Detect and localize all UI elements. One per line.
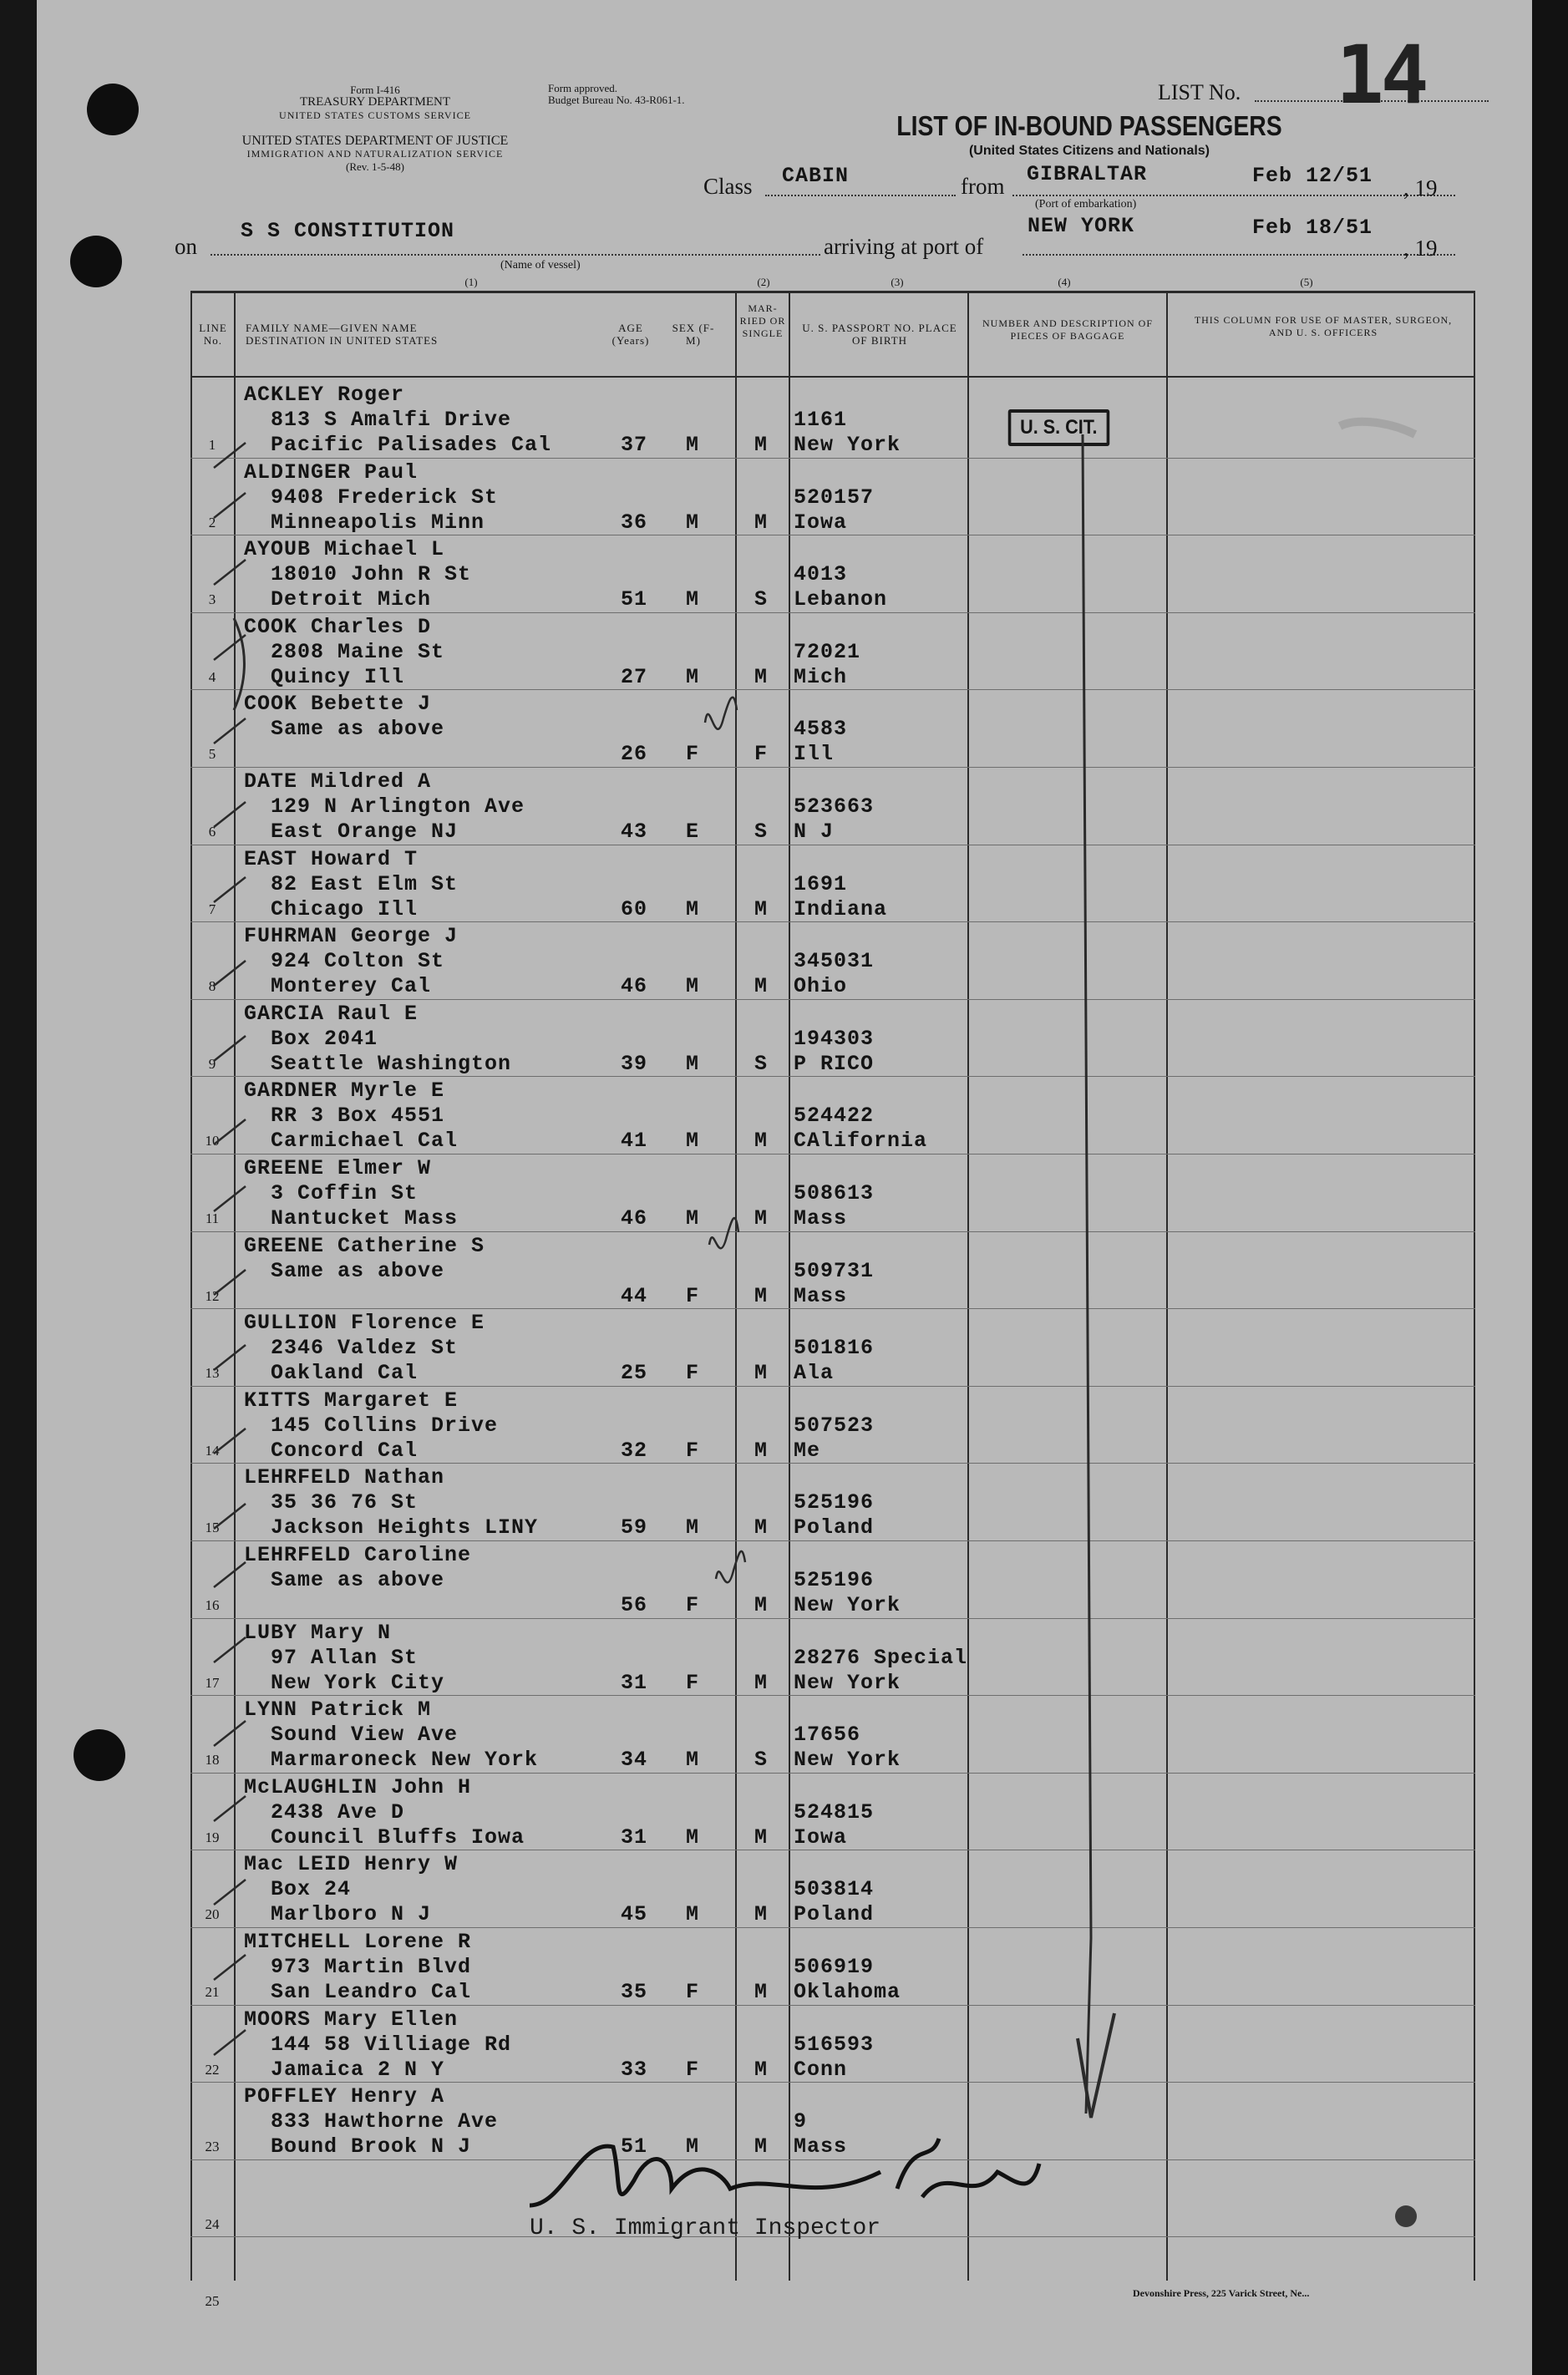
line-number: 25 (205, 2293, 220, 2310)
pencil-initial (709, 1218, 738, 1248)
passenger-age: 26 (620, 742, 647, 767)
passenger-sex: M (685, 1051, 699, 1076)
birth-place: Conn (794, 2057, 848, 2082)
row-divider (190, 1386, 1475, 1387)
line-number: 16 (205, 1597, 220, 1613)
row-divider (190, 1618, 1475, 1619)
vessel-label: (Name of vessel) (500, 259, 581, 272)
passenger-age: 59 (620, 1515, 647, 1540)
line-number: 24 (205, 2215, 220, 2232)
passport-number: 1691 (794, 871, 848, 896)
passenger-city: Monterey Cal (271, 974, 432, 999)
passenger-age: 36 (620, 510, 647, 535)
birth-place: N J (794, 820, 835, 844)
col-num-4: (4) (1058, 276, 1071, 288)
birth-place: Ohio (794, 974, 848, 999)
list-no-label: LIST No. (1158, 80, 1241, 104)
passenger-marital: M (754, 664, 768, 689)
row-divider (190, 1927, 1475, 1928)
passenger-sex: F (685, 1670, 699, 1695)
passport-number: 4013 (794, 562, 848, 587)
passport-number: 345031 (794, 949, 875, 974)
birth-place: Lebanon (794, 587, 888, 612)
passenger-age: 51 (620, 587, 647, 612)
line-number: 9 (208, 1055, 216, 1072)
line-number: 15 (205, 1520, 220, 1536)
passenger-marital: M (754, 974, 768, 999)
passenger-address: 144 58 Villiage Rd (271, 2032, 512, 2057)
passenger-marital: M (754, 433, 768, 457)
header-bottom-border (190, 376, 1475, 378)
passport-number: 194303 (794, 1026, 875, 1051)
passenger-address: Same as above (271, 1568, 445, 1592)
passenger-city: Detroit Mich (271, 587, 432, 612)
passenger-name: MITCHELL Lorene R (244, 1930, 472, 1954)
passenger-address: 2438 Ave D (271, 1799, 405, 1824)
passenger-name: ALDINGER Paul (244, 459, 419, 485)
passenger-city: Carmichael Cal (271, 1129, 459, 1154)
passenger-address: 9408 Frederick St (271, 485, 499, 510)
passenger-sex: M (685, 1824, 699, 1850)
from-label: from (961, 174, 1005, 199)
arriving-label: arriving at port of (824, 234, 984, 259)
passenger-marital: S (754, 1748, 768, 1773)
passport-number: 516593 (794, 2032, 875, 2057)
vessel-line (211, 254, 820, 256)
passenger-marital: S (754, 1051, 768, 1076)
row-divider (190, 999, 1475, 1000)
punch-hole (74, 1729, 125, 1781)
line-number: 3 (208, 591, 216, 608)
passport-number: 525196 (794, 1490, 875, 1515)
passenger-sex: M (685, 896, 699, 921)
passenger-sex: E (685, 820, 699, 844)
passenger-sex: F (685, 1283, 699, 1308)
birth-place: Me (794, 1438, 821, 1463)
col-sep-officers (1166, 291, 1168, 2281)
passenger-age: 43 (620, 820, 647, 844)
passport-number: 507523 (794, 1413, 875, 1438)
passenger-name: LYNN Patrick M (244, 1698, 432, 1723)
passenger-name: LUBY Mary N (244, 1620, 392, 1645)
passenger-sex: M (685, 2134, 699, 2159)
passenger-marital: M (754, 1129, 768, 1154)
passport-number: 501816 (794, 1336, 875, 1361)
birth-place: Oklahoma (794, 1980, 901, 2004)
passenger-marital: S (754, 820, 768, 844)
passenger-address: 973 Martin Blvd (271, 1955, 472, 1979)
passenger-name: McLAUGHLIN John H (244, 1774, 472, 1799)
birth-place: Ill (794, 742, 835, 767)
line-number: 20 (205, 1906, 220, 1923)
passenger-sex: M (685, 433, 699, 457)
passenger-marital: M (754, 1515, 768, 1540)
line-number: 21 (205, 1984, 220, 2000)
passenger-age: 31 (620, 1824, 647, 1850)
year-suffix-1: , 19 (1403, 175, 1438, 200)
birth-place: Poland (794, 1515, 875, 1540)
row-divider (190, 612, 1475, 613)
pencil-initial (716, 1551, 745, 1582)
class-value: CABIN (782, 164, 850, 188)
dept-justice: UNITED STATES DEPARTMENT OF JUSTICE (241, 134, 509, 148)
passenger-address: 129 N Arlington Ave (271, 794, 525, 819)
birth-place: Mass (794, 1283, 848, 1308)
passenger-city: Marmaroneck New York (271, 1748, 539, 1773)
passport-number: 506919 (794, 1955, 875, 1979)
line-number: 14 (205, 1442, 220, 1459)
passenger-address: Same as above (271, 1258, 445, 1283)
passport-number: 524815 (794, 1799, 875, 1824)
passenger-name: MOORS Mary Ellen (244, 2007, 459, 2032)
line-number: 17 (205, 1674, 220, 1691)
row-divider (190, 767, 1475, 768)
form-id: Form I-416 (350, 84, 400, 96)
passenger-city: Bound Brook N J (271, 2134, 472, 2159)
passenger-sex: M (685, 664, 699, 689)
arrival-date: Feb 18/51 (1252, 216, 1373, 240)
passenger-name: GREENE Catherine S (244, 1233, 485, 1258)
passenger-age: 32 (620, 1438, 647, 1463)
passenger-age: 44 (620, 1283, 647, 1308)
baggage-check-mark (1078, 2013, 1114, 2118)
passenger-name: POFFLEY Henry A (244, 2084, 445, 2109)
birth-place: New York (794, 1593, 901, 1617)
passenger-marital: M (754, 1670, 768, 1695)
passenger-address: 35 36 76 St (271, 1490, 419, 1515)
col-num-5: (5) (1300, 276, 1313, 288)
budget-bureau: Budget Bureau No. 43-R061-1. (548, 94, 685, 106)
header-officers: THIS COLUMN FOR USE OF MASTER, SURGEON, AND U. S. OFFICERS (1194, 314, 1453, 338)
form-subtitle: (United States Citizens and Nationals) (968, 144, 1210, 158)
passenger-name: FUHRMAN George J (244, 924, 459, 949)
passenger-name: EAST Howard T (244, 846, 419, 871)
scan-edge (1532, 0, 1568, 2375)
punch-hole (70, 236, 122, 287)
passenger-address: 82 East Elm St (271, 871, 459, 896)
line-number: 10 (205, 1133, 220, 1149)
passenger-age: 34 (620, 1748, 647, 1773)
passenger-city: New York City (271, 1670, 445, 1695)
header-baggage: NUMBER AND DESCRIPTION OF PIECES OF BAGGAGE (982, 317, 1154, 342)
header-age: AGE (Years) (611, 322, 650, 347)
passenger-address: Box 24 (271, 1877, 352, 1902)
row-divider (190, 1540, 1475, 1541)
passenger-address: 18010 John R St (271, 562, 472, 587)
passenger-sex: F (685, 1438, 699, 1463)
birth-place: Iowa (794, 1824, 848, 1850)
dept-ins: IMMIGRATION AND NATURALIZATION SERVICE (246, 148, 504, 160)
passenger-address: RR 3 Box 4551 (271, 1104, 445, 1129)
line-number: 13 (205, 1365, 220, 1382)
passenger-name: Mac LEID Henry W (244, 1852, 459, 1877)
passenger-sex: F (685, 2057, 699, 2082)
col-sep-married (735, 291, 737, 2281)
passenger-city: East Orange NJ (271, 820, 459, 844)
passenger-age: 27 (620, 664, 647, 689)
passenger-name: AYOUB Michael L (244, 537, 445, 562)
passenger-sex: M (685, 1748, 699, 1773)
from-line (1012, 195, 1455, 196)
birth-place: New York (794, 433, 901, 457)
passenger-sex: F (685, 742, 699, 767)
row-divider (190, 1154, 1475, 1155)
passenger-city: Nantucket Mass (271, 1206, 459, 1231)
passenger-address: 924 Colton St (271, 949, 445, 974)
passenger-address: Same as above (271, 717, 445, 742)
birth-place: Indiana (794, 896, 888, 921)
passport-number: 520157 (794, 485, 875, 510)
passport-number: 9 (794, 2109, 808, 2134)
passenger-city: Jackson Heights LINY (271, 1515, 539, 1540)
birth-place: Mass (794, 1206, 848, 1231)
inspector-mark (1395, 2205, 1417, 2227)
passenger-sex: F (685, 1361, 699, 1386)
passenger-marital: M (754, 1824, 768, 1850)
line-number: 4 (208, 668, 216, 685)
birth-place: New York (794, 1670, 901, 1695)
line-number: 1 (208, 437, 216, 453)
table-left-border (190, 291, 192, 2281)
passenger-age: 41 (620, 1129, 647, 1154)
inspector-signature (530, 2139, 1039, 2205)
passenger-name: DATE Mildred A (244, 769, 432, 794)
passenger-city: Jamaica 2 N Y (271, 2057, 445, 2082)
col-sep-line (234, 291, 236, 2281)
col-num-3: (3) (891, 276, 904, 288)
passenger-sex: M (685, 587, 699, 612)
passenger-age: 39 (620, 1051, 647, 1076)
us-citizen-stamp: U. S. CIT. (1008, 409, 1109, 446)
passenger-name: COOK Charles D (244, 614, 432, 639)
baggage-arrow-line (1083, 434, 1091, 2114)
passenger-marital: M (754, 2057, 768, 2082)
passenger-address: Box 2041 (271, 1026, 378, 1051)
passenger-name: LEHRFELD Nathan (244, 1465, 445, 1490)
dept-customs: UNITED STATES CUSTOMS SERVICE (279, 109, 471, 121)
passenger-age: 46 (620, 1206, 647, 1231)
line-number: 19 (205, 1829, 220, 1845)
birth-place: CAlifornia (794, 1129, 928, 1154)
form-rev: (Rev. 1-5-48) (346, 160, 404, 173)
table-right-border (1474, 291, 1475, 2281)
passenger-name: GARDNER Myrle E (244, 1078, 445, 1104)
passenger-age: 25 (620, 1361, 647, 1386)
passenger-age: 51 (620, 2134, 647, 2159)
birth-place: Ala (794, 1361, 835, 1386)
birth-place: Mich (794, 664, 848, 689)
row-divider (190, 921, 1475, 922)
birth-place: Poland (794, 1902, 875, 1927)
row-divider (190, 2159, 1475, 2160)
col-num-1: (1) (464, 276, 478, 288)
passenger-marital: M (754, 2134, 768, 2159)
passenger-city: Oakland Cal (271, 1361, 419, 1386)
port-line (1022, 254, 1455, 256)
passport-number: 525196 (794, 1568, 875, 1592)
row-divider (190, 1773, 1475, 1774)
form-approved: Form approved. (548, 82, 618, 94)
col-sep-baggage (967, 291, 969, 2281)
list-no-value: 14 (1336, 28, 1426, 122)
birth-place: Mass (794, 2134, 848, 2159)
passenger-marital: M (754, 1980, 768, 2004)
vessel-name: S S CONSTITUTION (241, 219, 455, 243)
row-divider (190, 1308, 1475, 1309)
punch-hole (87, 84, 139, 135)
passenger-marital: F (754, 742, 768, 767)
passenger-name: COOK Bebette J (244, 692, 432, 717)
birth-place: New York (794, 1748, 901, 1773)
passenger-marital: M (754, 1361, 768, 1386)
header-married: MAR-RIED OR SINGLE (739, 302, 786, 339)
passport-number: 17656 (794, 1723, 861, 1748)
passport-number: 72021 (794, 639, 861, 664)
line-number: 7 (208, 901, 216, 917)
passenger-name: KITTS Margaret E (244, 1388, 459, 1413)
from-value: GIBRALTAR (1027, 162, 1148, 186)
line-number: 6 (208, 824, 216, 840)
passenger-city: Minneapolis Minn (271, 510, 485, 535)
header-name: FAMILY NAME—GIVEN NAME DESTINATION IN UNITED STATES (246, 322, 439, 347)
on-label: on (175, 234, 197, 259)
passenger-list-sheet (37, 0, 1532, 2375)
passenger-name: GARCIA Raul E (244, 1001, 419, 1026)
birth-place: Iowa (794, 510, 848, 535)
passenger-city: Council Bluffs Iowa (271, 1824, 525, 1850)
row-divider (190, 1463, 1475, 1464)
passenger-marital: M (754, 510, 768, 535)
passenger-age: 37 (620, 433, 647, 457)
passenger-marital: M (754, 1593, 768, 1617)
row-divider (190, 689, 1475, 690)
passenger-city: San Leandro Cal (271, 1980, 472, 2004)
line-number: 22 (205, 2061, 220, 2078)
passenger-age: 31 (620, 1670, 647, 1695)
passenger-age: 56 (620, 1593, 647, 1617)
port-embark-label: (Port of embarkation) (1035, 198, 1137, 211)
passport-number: 509731 (794, 1258, 875, 1283)
passenger-name: GULLION Florence E (244, 1311, 485, 1336)
passenger-sex: F (685, 1980, 699, 2004)
passenger-marital: M (754, 1438, 768, 1463)
passenger-age: 60 (620, 896, 647, 921)
col-sep-passport (789, 291, 790, 2281)
passport-number: 503814 (794, 1877, 875, 1902)
passenger-sex: M (685, 1206, 699, 1231)
faint-mark (1340, 422, 1415, 434)
passenger-address: Sound View Ave (271, 1723, 459, 1748)
class-label: Class (703, 174, 753, 199)
passenger-sex: M (685, 1902, 699, 1927)
row-divider (190, 2005, 1475, 2006)
row-divider (190, 458, 1475, 459)
line-number: 2 (208, 514, 216, 530)
header-sex: SEX (F-M) (672, 322, 715, 347)
passenger-city: Pacific Palisades Cal (271, 433, 552, 457)
line-number: 23 (205, 2139, 220, 2155)
passenger-name: LEHRFELD Caroline (244, 1543, 472, 1567)
arrival-port: NEW YORK (1028, 214, 1135, 238)
passenger-city: Concord Cal (271, 1438, 419, 1463)
passport-number: 4583 (794, 717, 848, 742)
passport-number: 524422 (794, 1104, 875, 1129)
class-line (765, 195, 956, 196)
passenger-address: 2808 Maine St (271, 639, 445, 664)
header-line: LINE No. (199, 322, 227, 347)
passenger-marital: S (754, 587, 768, 612)
line-number: 11 (205, 1210, 220, 1226)
table-top-border (190, 291, 1475, 293)
line-number: 18 (205, 1752, 220, 1769)
form-title: LIST OF IN-BOUND PASSENGERS (896, 110, 1282, 141)
passenger-address: 3 Coffin St (271, 1181, 419, 1205)
pencil-initial (705, 698, 737, 729)
from-date: Feb 12/51 (1252, 164, 1373, 188)
birth-place: P RICO (794, 1051, 875, 1076)
col-num-2: (2) (757, 276, 770, 288)
passenger-sex: M (685, 1129, 699, 1154)
passenger-address: 97 Allan St (271, 1645, 419, 1670)
passenger-address: 2346 Valdez St (271, 1336, 459, 1361)
passenger-age: 33 (620, 2057, 647, 2082)
row-divider (190, 1695, 1475, 1696)
line-number: 8 (208, 978, 216, 995)
passenger-sex: M (685, 974, 699, 999)
row-divider (190, 2082, 1475, 2083)
passenger-city: Marlboro N J (271, 1902, 432, 1927)
passport-number: 523663 (794, 794, 875, 819)
passenger-age: 46 (620, 974, 647, 999)
line-number: 12 (205, 1287, 220, 1304)
row-divider (190, 1076, 1475, 1077)
inspector-label: U. S. Immigrant Inspector (530, 2215, 881, 2241)
passenger-name: GREENE Elmer W (244, 1156, 432, 1180)
passenger-city: Quincy Ill (271, 664, 405, 689)
passenger-marital: M (754, 896, 768, 921)
header-passport: U. S. PASSPORT NO. PLACE OF BIRTH (802, 322, 957, 347)
passport-number: 28276 Special (794, 1645, 968, 1670)
passenger-sex: F (685, 1593, 699, 1617)
passenger-marital: M (754, 1902, 768, 1927)
passenger-age: 35 (620, 1980, 647, 2004)
printer-imprint: Devonshire Press, 225 Varick Street, Ne... (1133, 2287, 1310, 2299)
year-suffix-2: , 19 (1403, 236, 1438, 261)
passenger-sex: M (685, 510, 699, 535)
passenger-age: 45 (620, 1902, 647, 1927)
row-divider (190, 1231, 1475, 1232)
passenger-city: Chicago Ill (271, 896, 419, 921)
passenger-address: 813 S Amalfi Drive (271, 408, 512, 432)
passenger-sex: M (685, 1515, 699, 1540)
passenger-city: Seattle Washington (271, 1051, 512, 1076)
passenger-marital: M (754, 1206, 768, 1231)
dept-treasury: TREASURY DEPARTMENT (299, 95, 451, 109)
line-number: 5 (208, 746, 216, 763)
passenger-address: 833 Hawthorne Ave (271, 2109, 499, 2134)
passenger-marital: M (754, 1283, 768, 1308)
passport-number: 1161 (794, 408, 848, 432)
passenger-address: 145 Collins Drive (271, 1413, 499, 1438)
passenger-name: ACKLEY Roger (244, 383, 405, 407)
passport-number: 508613 (794, 1181, 875, 1205)
